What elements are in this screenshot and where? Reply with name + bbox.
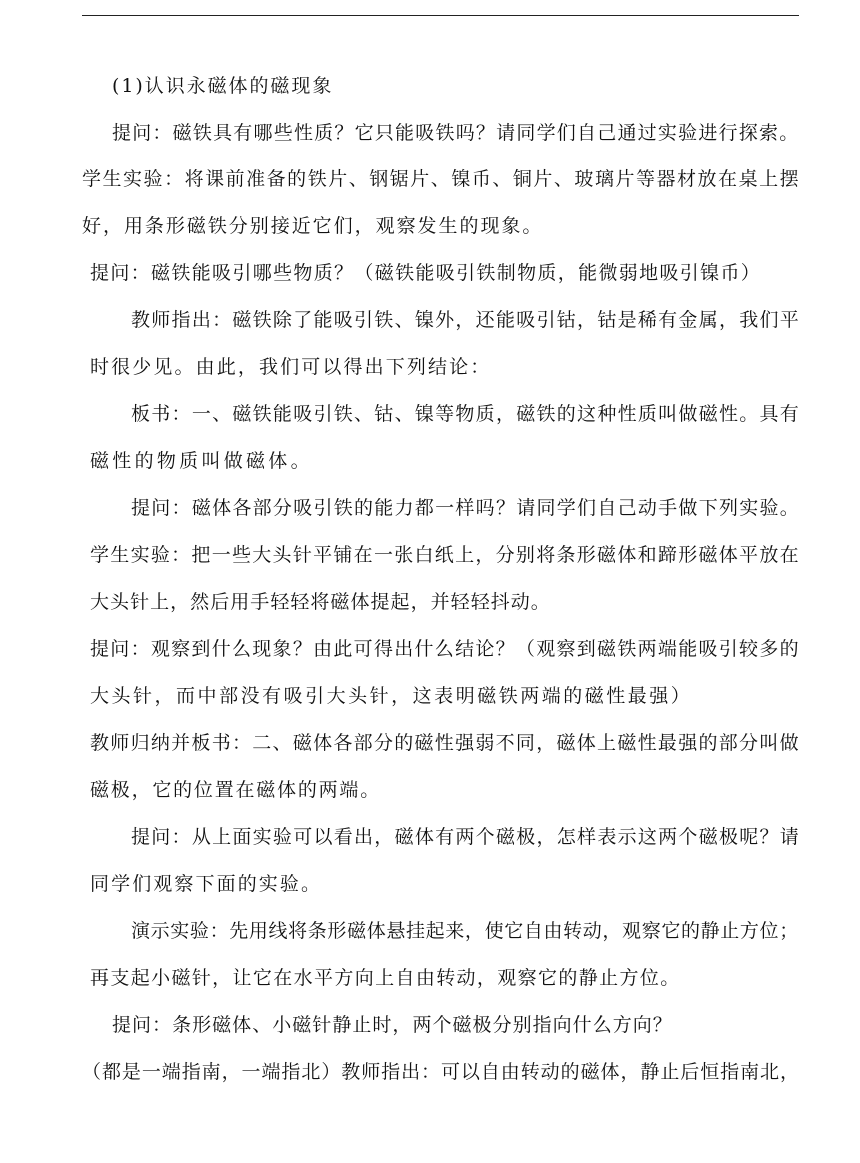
text-line: 提问：磁铁具有哪些性质？它只能吸铁吗？请同学们自己通过实验进行探索。 bbox=[112, 122, 800, 144]
text-line: 学生实验：将课前准备的铁片、钢锯片、镍币、铜片、玻璃片等器材放在桌上摆 bbox=[82, 168, 801, 190]
text-line: 学生实验：把一些大头针平铺在一张白纸上，分别将条形磁体和蹄形磁体平放在 bbox=[90, 544, 800, 566]
text-line: 演示实验：先用线将条形磁体悬挂起来，使它自由转动，观察它的静止方位； bbox=[131, 920, 799, 942]
text-line: 好，用条形磁铁分别接近它们，观察发生的现象。 bbox=[82, 215, 544, 237]
text-line: 磁极，它的位置在磁体的两端。 bbox=[90, 779, 381, 801]
text-line: 教师归纳并板书：二、磁体各部分的磁性强弱不同，磁体上磁性最强的部分叫做 bbox=[90, 732, 800, 754]
text-line: 教师指出：磁铁除了能吸引铁、镍外，还能吸引钴，钴是稀有金属，我们平 bbox=[131, 309, 801, 331]
text-line: 再支起小磁针，让它在水平方向上自由转动，观察它的静止方位。 bbox=[90, 967, 681, 989]
header-rule bbox=[82, 15, 799, 16]
text-line: 磁性的物质叫做磁体。 bbox=[90, 450, 313, 472]
text-line: 同学们观察下面的实验。 bbox=[90, 873, 323, 895]
text-line: 大头针上，然后用手轻轻将磁体提起，并轻轻抖动。 bbox=[90, 591, 551, 613]
text-line: 大头针，而中部没有吸引大头针，这表明磁铁两端的磁性最强） bbox=[90, 685, 693, 707]
text-line: 时很少见。由此，我们可以得出下列结论： bbox=[90, 356, 492, 378]
text-line: （都是一端指南，一端指北）教师指出：可以自由转动的磁体，静止后恒指南北， bbox=[82, 1061, 800, 1083]
section-heading: (1)认识永磁体的磁现象 bbox=[112, 75, 334, 97]
text-line: 板书：一、磁铁能吸引铁、钴、镍等物质，磁铁的这种性质叫做磁性。具有 bbox=[131, 403, 801, 425]
text-line: 提问：条形磁体、小磁针静止时，两个磁极分别指向什么方向？ bbox=[112, 1014, 673, 1036]
text-line: 提问：观察到什么现象？由此可得出什么结论？（观察到磁铁两端能吸引较多的 bbox=[90, 638, 800, 660]
text-line: 提问：磁铁能吸引哪些物质？（磁铁能吸引铁制物质，能微弱地吸引镍币） bbox=[90, 262, 762, 284]
text-line: 提问：从上面实验可以看出，磁体有两个磁极，怎样表示这两个磁极呢？请 bbox=[131, 826, 801, 848]
text-line: 提问：磁体各部分吸引铁的能力都一样吗？请同学们自己动手做下列实验。 bbox=[131, 497, 801, 519]
